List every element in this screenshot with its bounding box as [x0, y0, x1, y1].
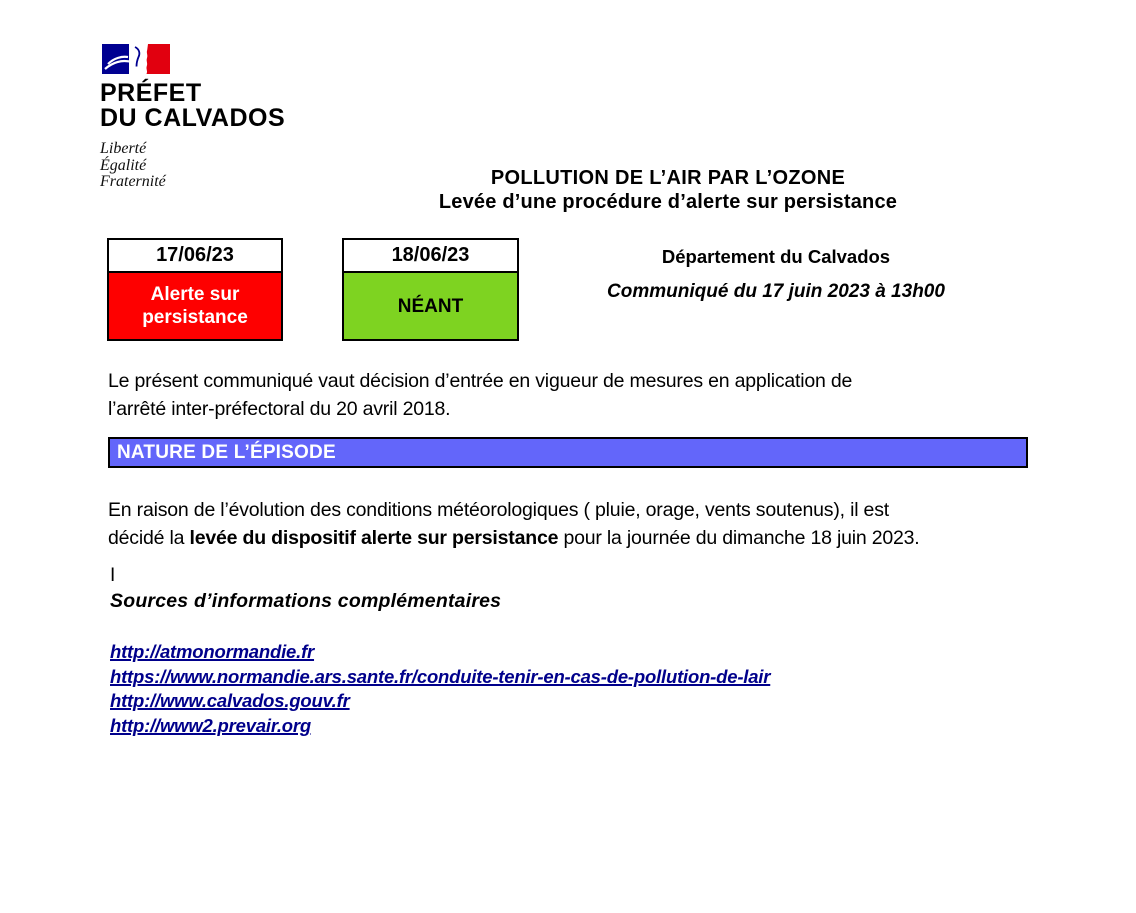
section-banner-title: NATURE DE L’ÉPISODE	[117, 441, 336, 463]
intro-paragraph	[108, 367, 1048, 423]
episode-line1: En raison de l’évolution des conditions météorologiques ( pluie, orage, vents soutenus), il est	[108, 499, 889, 521]
motto-fraternite: Fraternité	[100, 173, 166, 190]
status-box-17-06	[107, 238, 283, 341]
sources-heading: Sources d’informations complémentaires	[110, 590, 502, 612]
status-level-alert: Alerte sur persistance	[107, 273, 283, 341]
status-level-none: NÉANT	[342, 273, 519, 341]
department-label: Département du Calvados	[661, 246, 891, 267]
section-banner-nature-episode	[108, 437, 1028, 468]
episode-line2: décidé la levée du dispositif alerte sur persistance pour la journée du dimanche 18 juin 2023.	[108, 527, 920, 549]
link-atmonormandie[interactable]: http://atmonormandie.fr	[110, 641, 315, 662]
republic-motto	[100, 141, 285, 191]
intro-line1: Le présent communiqué vaut décision d’entrée en vigueur de mesures en application de	[108, 370, 853, 392]
communique-date-label: Communiqué du 17 juin 2023 à 13h00	[607, 281, 945, 302]
episode-bold-measure: levée du dispositif alerte sur persistance	[189, 527, 559, 549]
document-title	[368, 166, 968, 214]
prefecture-logo	[100, 44, 285, 191]
title-main: POLLUTION DE L’AIR PAR L’OZONE	[490, 167, 846, 189]
status-date: 17/06/23	[107, 238, 283, 273]
prefecture-name-line2: DU CALVADOS	[100, 104, 286, 132]
link-ars-sante[interactable]: https://www.normandie.ars.sante.fr/conduite-tenir-en-cas-de-pollution-de-lair	[110, 665, 771, 687]
episode-paragraph	[108, 496, 1048, 552]
status-box-18-06	[342, 238, 519, 341]
stray-character: I	[110, 565, 116, 586]
sources-links	[110, 640, 770, 739]
intro-line2: l’arrêté inter-préfectoral du 20 avril 2018.	[108, 398, 451, 420]
french-flag-marianne-icon	[102, 44, 172, 74]
link-prevair[interactable]: http://www2.prevair.org	[110, 715, 311, 737]
motto-egalite: Égalité	[100, 156, 147, 174]
prefecture-name-line1: PRÉFET	[100, 79, 202, 107]
link-calvados-gouv[interactable]: http://www.calvados.gouv.fr	[110, 690, 350, 712]
status-date: 18/06/23	[342, 238, 519, 273]
motto-liberte: Liberté	[100, 140, 147, 157]
title-subtitle: Levée d’une procédure d’alerte sur persistance	[438, 191, 898, 213]
